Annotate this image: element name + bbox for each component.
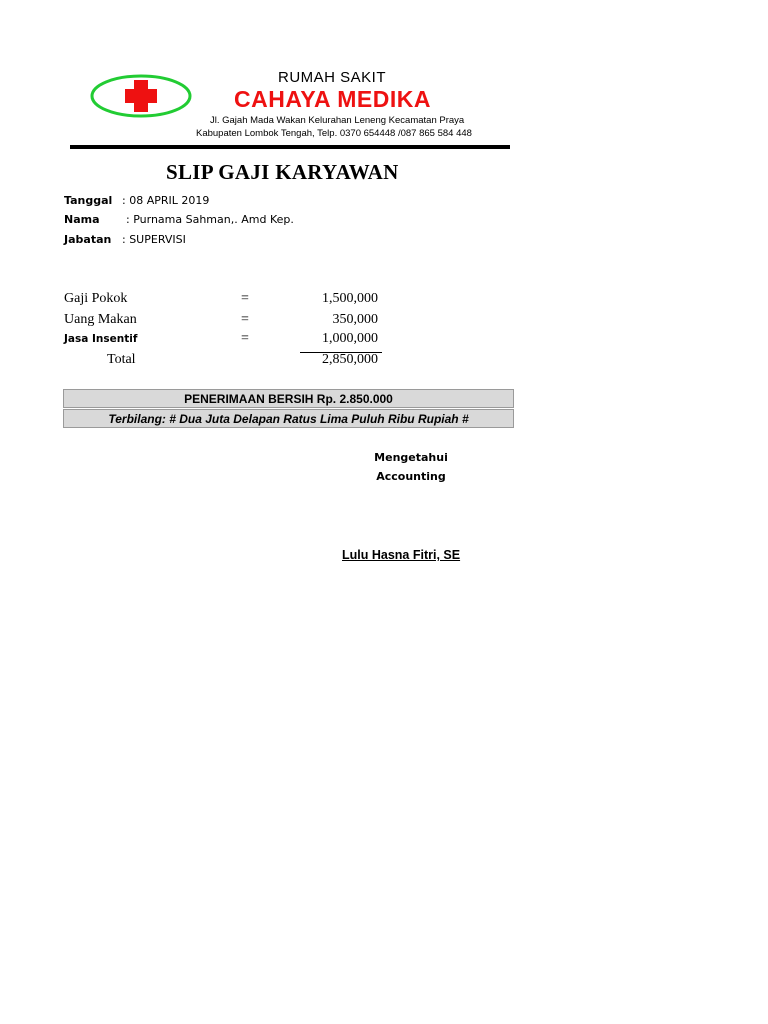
signature-acknowledge: Mengetahui: [374, 451, 448, 464]
date-value: : 08 APRIL 2019: [122, 194, 210, 207]
signature-role: Accounting: [376, 470, 446, 483]
signer-name: Lulu Hasna Fitri, SE: [342, 548, 461, 562]
red-cross-icon: [88, 72, 194, 120]
net-pay-spelled: Terbilang: # Dua Juta Delapan Ratus Lima Puluh Ribu Rupiah #: [63, 409, 514, 428]
net-pay-banner: PENERIMAAN BERSIH Rp. 2.850.000: [63, 389, 514, 408]
document-title: SLIP GAJI KARYAWAN: [166, 160, 399, 184]
total-label: Total: [107, 352, 136, 367]
salary-row-label: Jasa Insentif: [64, 333, 138, 345]
salary-row-value: 1,000,000: [322, 331, 378, 346]
hospital-address-line2: Kabupaten Lombok Tengah, Telp. 0370 654448 /087 865 584 448: [196, 128, 472, 139]
name-label: Nama: [64, 213, 100, 226]
hospital-subtitle: RUMAH SAKIT: [278, 69, 387, 86]
salary-row-sep: =: [241, 312, 249, 327]
name-value: : Purnama Sahman,. Amd Kep.: [126, 213, 294, 226]
position-label: Jabatan: [64, 233, 112, 246]
salary-row-label: Uang Makan: [64, 312, 137, 327]
salary-row-label: Gaji Pokok: [64, 291, 128, 306]
salary-row-sep: =: [241, 331, 249, 346]
salary-row-sep: =: [241, 291, 249, 306]
position-value: : SUPERVISI: [122, 233, 186, 246]
hospital-logo: [88, 72, 194, 120]
total-value: 2,850,000: [322, 352, 378, 367]
salary-row-value: 1,500,000: [322, 291, 378, 306]
hospital-name: CAHAYA MEDIKA: [234, 86, 431, 112]
salary-row-value: 350,000: [332, 312, 378, 327]
hospital-address-line1: Jl. Gajah Mada Wakan Kelurahan Leneng Kecamatan Praya: [210, 115, 465, 126]
date-label: Tanggal: [64, 194, 113, 207]
header-divider: [70, 145, 510, 149]
